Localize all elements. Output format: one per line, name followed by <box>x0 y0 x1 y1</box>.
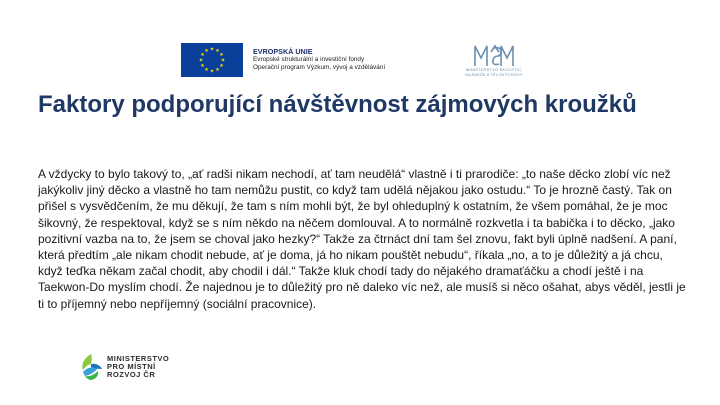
msmt-logo <box>444 42 544 78</box>
msmt-logo-text: MINISTERSTVO ŠKOLSTVÍ, MLÁDEŽE A TĚLOVÝCHOVY <box>465 67 523 77</box>
eu-star-icon: ★ <box>204 48 209 55</box>
eu-flag-icon <box>181 43 243 77</box>
mmr-logo-line1: MINISTERSTVO <box>107 353 170 363</box>
eu-logo-text <box>253 48 385 72</box>
mmr-logo-line3: ROZVOJ ČR <box>107 370 156 380</box>
eu-star-icon: ★ <box>200 63 205 70</box>
slide-title: Faktory podporující návštěvnost zájmových kroužků <box>38 91 637 118</box>
eu-logo <box>181 42 417 78</box>
eu-star-icon: ★ <box>215 48 220 55</box>
eu-star-icon: ★ <box>219 52 224 59</box>
mmr-logo-line2: PRO MÍSTNÍ <box>107 361 156 371</box>
mmr-logo-icon <box>78 352 104 382</box>
eu-logo-line1: Evropské strukturální a investiční fondy <box>253 56 365 63</box>
mmr-logo <box>78 350 169 384</box>
eu-star-icon: ★ <box>198 57 204 64</box>
eu-star-icon: ★ <box>209 46 215 53</box>
msmt-logo-icon <box>473 42 515 68</box>
eu-star-icon: ★ <box>209 68 215 75</box>
eu-logo-title: EVROPSKÁ UNIE <box>253 47 313 56</box>
eu-logo-line2: Operační program Výzkum, vývoj a vzdělávání <box>253 64 386 71</box>
eu-star-icon: ★ <box>204 67 209 74</box>
eu-star-icon: ★ <box>200 52 205 59</box>
mmr-logo-text <box>107 355 169 380</box>
eu-star-icon: ★ <box>219 63 224 70</box>
eu-star-icon: ★ <box>215 67 220 74</box>
eu-star-icon: ★ <box>220 57 226 64</box>
slide-body-text: A vždycky to bylo takový to, „ať radši nikam nechodí, ať tam neudělá“ vlastně i ti prarodiče: „to naše děcko zlobí víc než jakýkoliv jiný děcko a vlastně ho tam nemůžu pustit, co když tam udělá nějakou jako ostudu.“ To je hrozně častý. Tak on přišel s vysvědčením, že mu děkují, že tam s ním mohli být, že byl ohleduplný k ostatním, že všem pomáhal, že je moc šikovný, že respektoval, když se s ním někdo na něčem domlouval. A to normálně rozkvetla i ta babička i to děcko, „jako pozitivní vazba na to, že jsem se choval jako hezky?“ Takže za čtrnáct dní tam šel znovu, fakt byli úplně nadšení. A paní, která předtím „ale nikam chodit nebude, ať je doma, já ho nikam pouštět nebudu“, říkala „no, a to je důležitý a já chcu, když teďka někam začal chodit, aby chodil i dál.“ Takže kluk chodí tady do nějakého dramaťáčku a chodí ještě i na Taekwon-Do myslím chodí. Že najednou je to důležitý pro ně daleko víc než, ale musíš si něco ošahat, abys věděl, jestli je ti to příjemný nebo nepříjemný (sociální pracovnice). <box>38 167 686 311</box>
